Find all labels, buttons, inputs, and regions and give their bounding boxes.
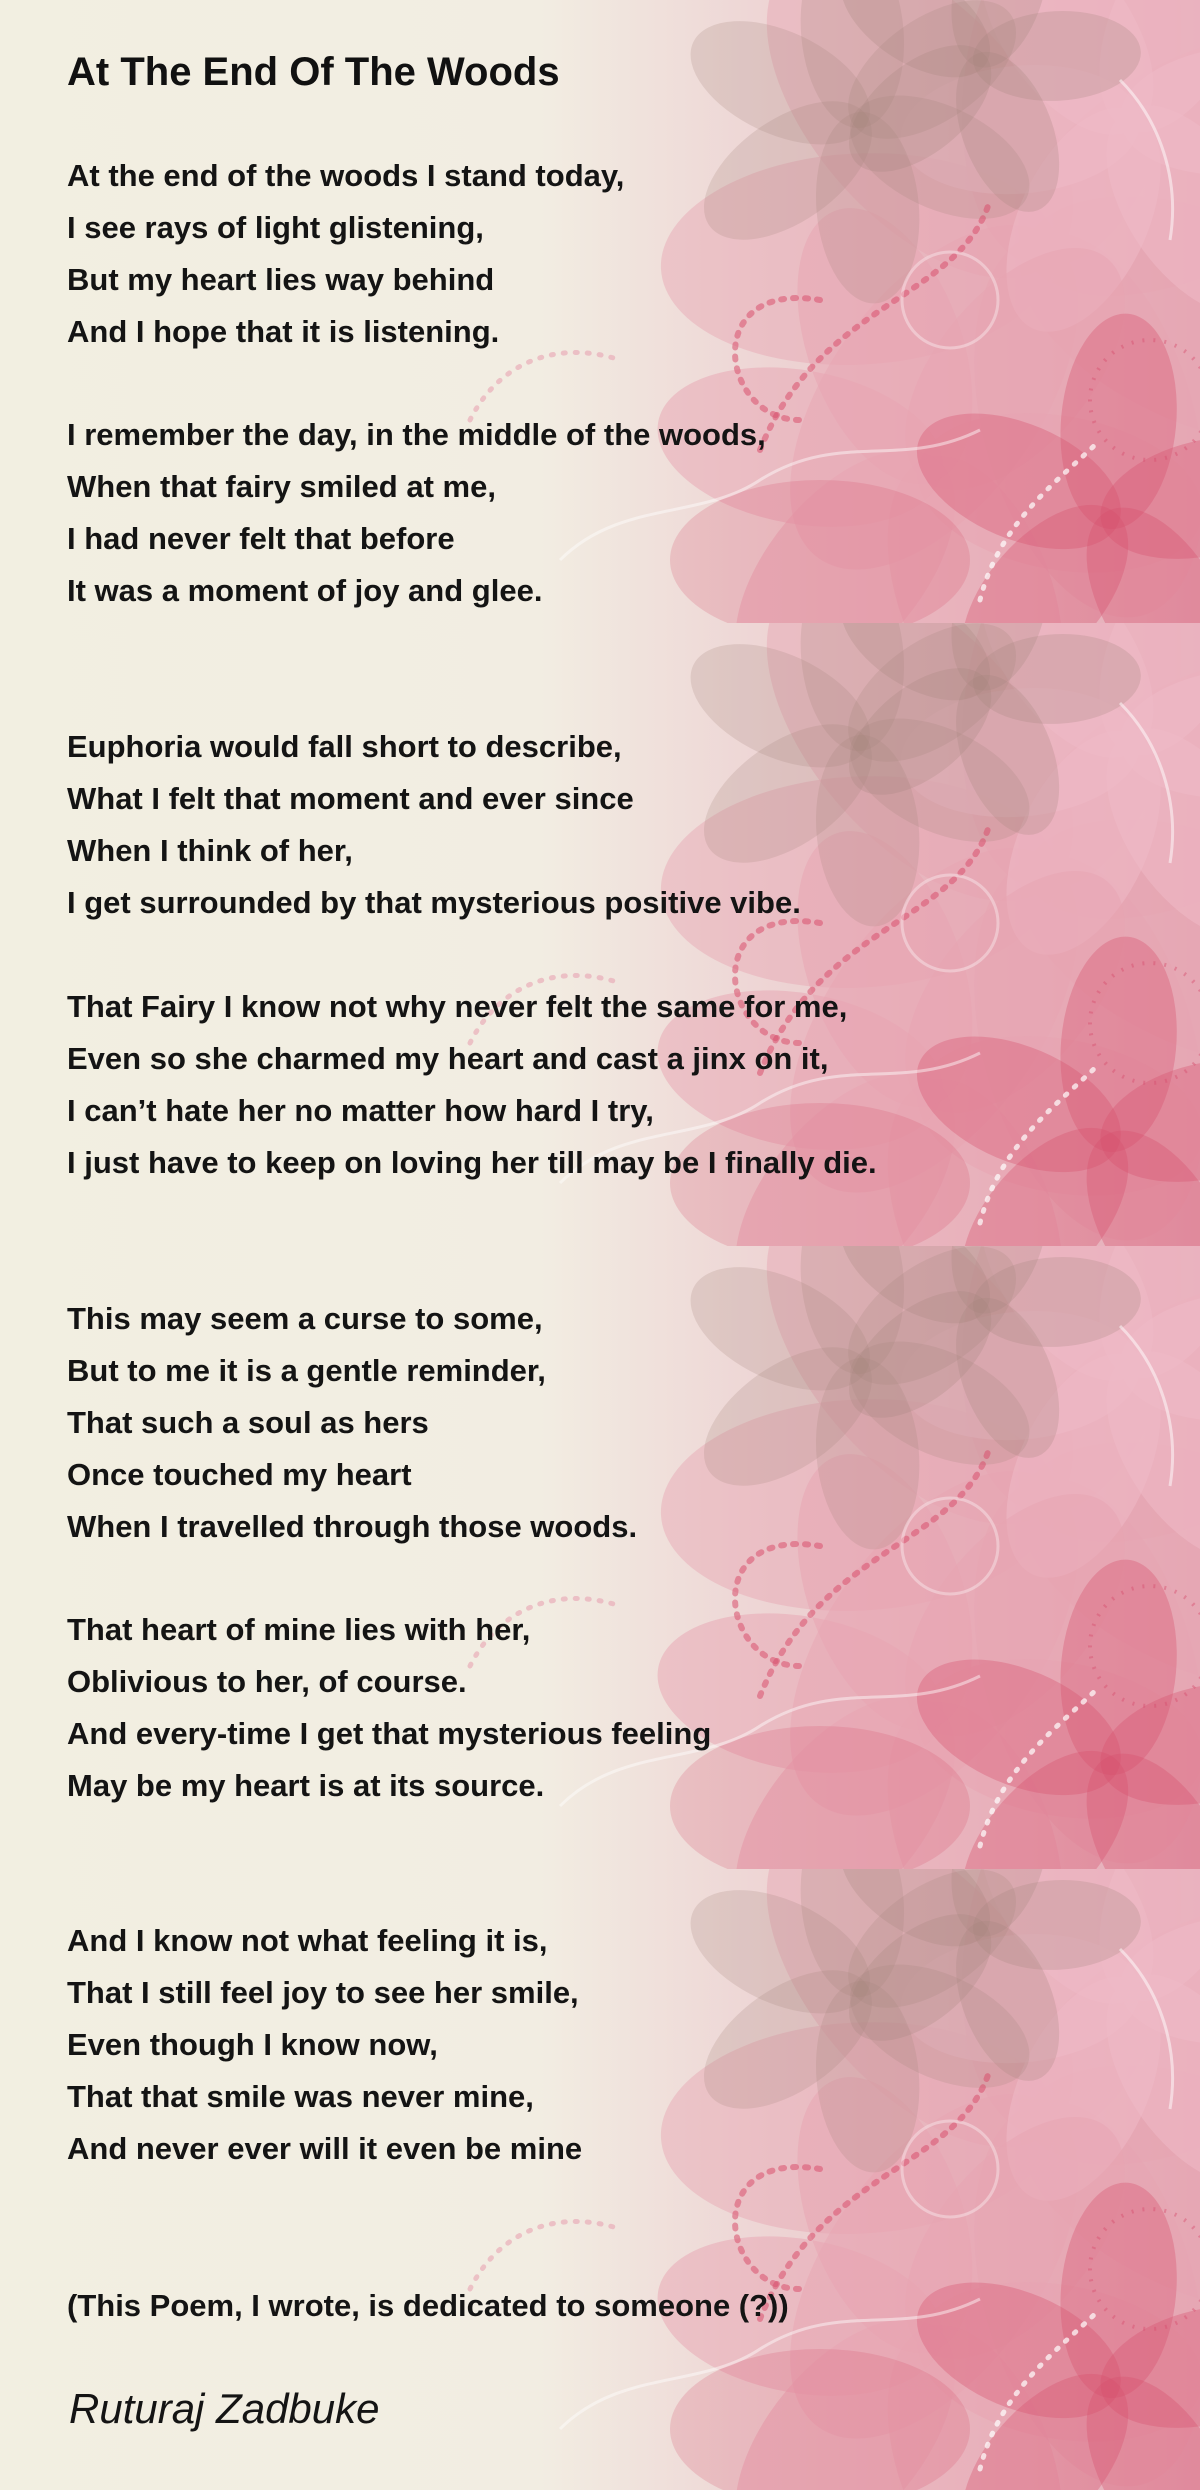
poem-line: I get surrounded by that mysterious positive vibe. xyxy=(67,885,801,920)
stanza xyxy=(67,409,766,617)
poem-line: I can’t hate her no matter how hard I try, xyxy=(67,1093,654,1128)
poem-line: When I think of her, xyxy=(67,833,353,868)
poem-line: Even so she charmed my heart and cast a jinx on it, xyxy=(67,1041,829,1076)
poem-line: And I hope that it is listening. xyxy=(67,314,500,349)
stanza xyxy=(67,1293,637,1553)
poem-line: At the end of the woods I stand today, xyxy=(67,158,625,193)
stanza xyxy=(67,1915,582,2175)
author-name: Ruturaj Zadbuke xyxy=(69,2385,380,2432)
poem-line: And every-time I get that mysterious feeling xyxy=(67,1716,712,1751)
poem-line: That Fairy I know not why never felt the same for me, xyxy=(67,989,848,1024)
poem-line: This may seem a curse to some, xyxy=(67,1301,543,1336)
poem-line: May be my heart is at its source. xyxy=(67,1768,545,1803)
poem-line: I had never felt that before xyxy=(67,521,455,556)
stanza xyxy=(67,721,801,929)
poem-line: I remember the day, in the middle of the woods, xyxy=(67,417,766,452)
poem-line: But to me it is a gentle reminder, xyxy=(67,1353,546,1388)
stanza xyxy=(67,150,624,358)
poem-line: But my heart lies way behind xyxy=(67,262,495,297)
poem-line: Oblivious to her, of course. xyxy=(67,1664,467,1699)
stanza xyxy=(67,981,877,1189)
poem-line: Once touched my heart xyxy=(67,1457,412,1492)
poem-line: It was a moment of joy and glee. xyxy=(67,573,543,608)
poem-line: That such a soul as hers xyxy=(67,1405,429,1440)
poem-line: Even though I know now, xyxy=(67,2027,438,2062)
poem-line: I just have to keep on loving her till may be I finally die. xyxy=(67,1145,877,1180)
poem-line: I see rays of light glistening, xyxy=(67,210,484,245)
poem-line: What I felt that moment and ever since xyxy=(67,781,634,816)
poem-line: That that smile was never mine, xyxy=(67,2079,534,2114)
poem-line: And I know not what feeling it is, xyxy=(67,1923,548,1958)
poem-title: At The End Of The Woods xyxy=(67,50,560,94)
poem-line: And never ever will it even be mine xyxy=(67,2131,583,2166)
poem-line: That I still feel joy to see her smile, xyxy=(67,1975,579,2010)
poem-line: That heart of mine lies with her, xyxy=(67,1612,531,1647)
stanza xyxy=(67,1604,711,1812)
poem-line: Euphoria would fall short to describe, xyxy=(67,729,622,764)
poem-line: When I travelled through those woods. xyxy=(67,1509,638,1544)
poem-line: When that fairy smiled at me, xyxy=(67,469,496,504)
dedication-note: (This Poem, I wrote, is dedicated to someone (?)) xyxy=(67,2288,789,2323)
